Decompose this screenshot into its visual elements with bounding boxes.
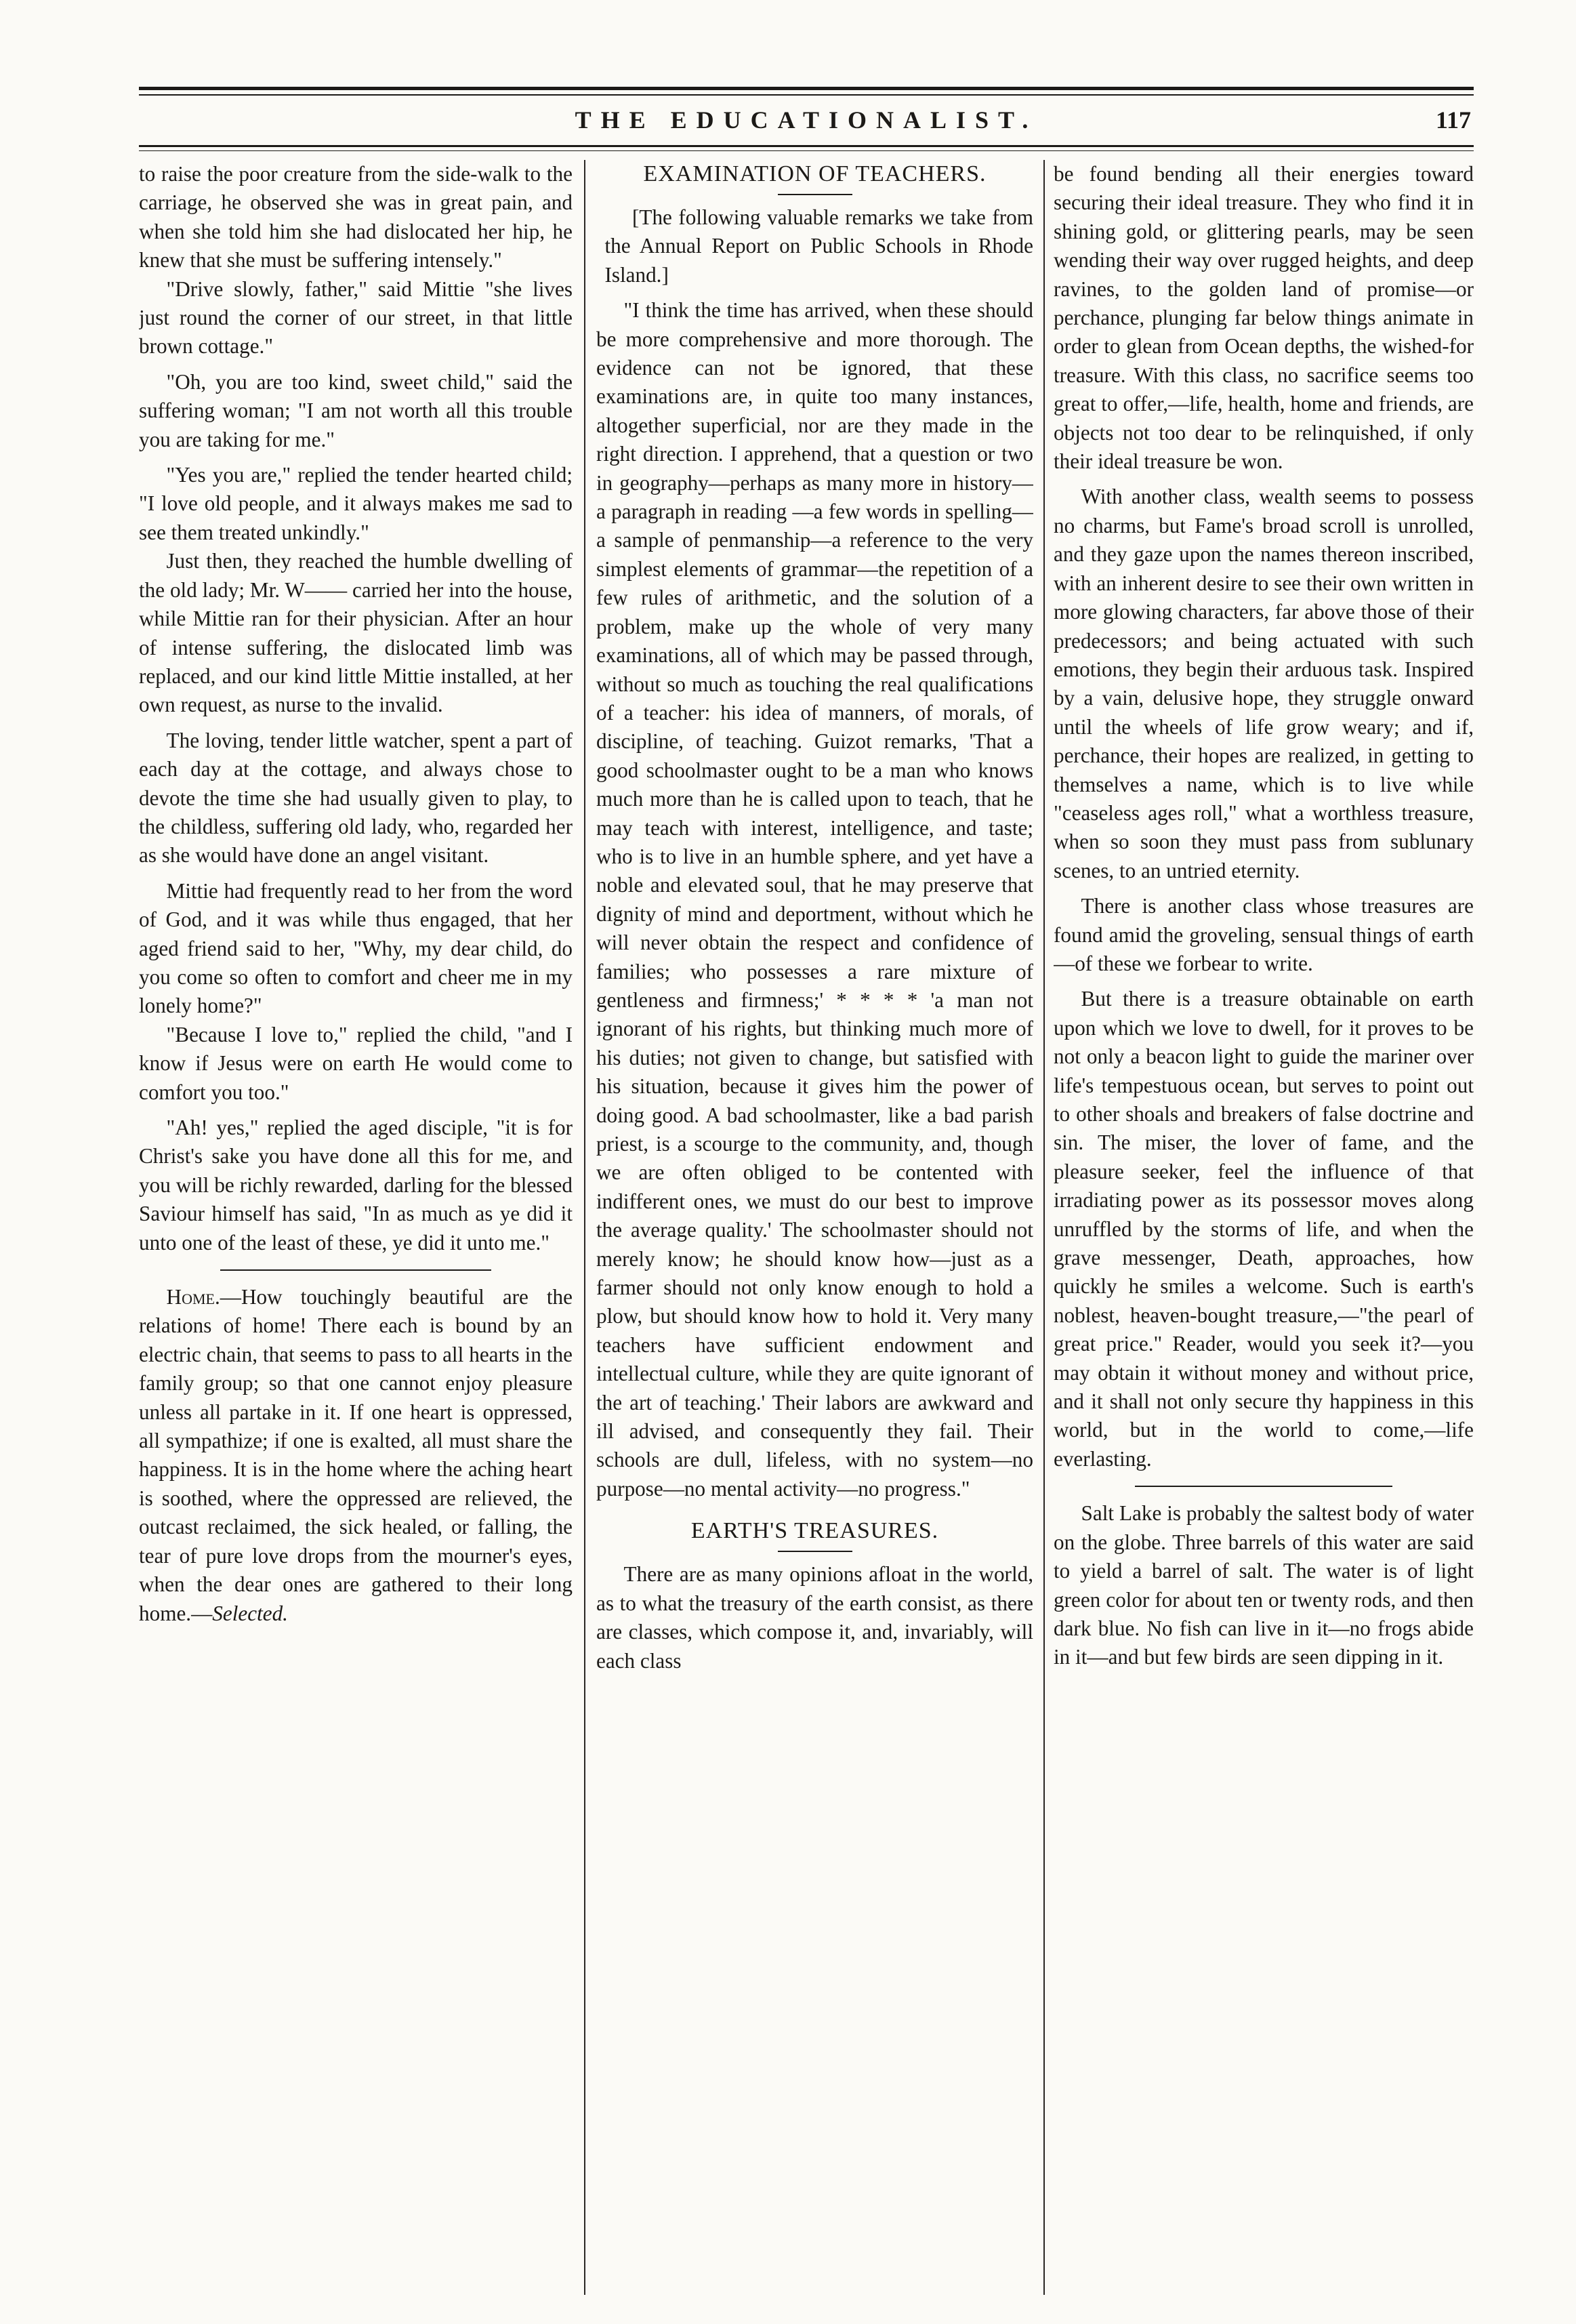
article-paragraph: But there is a treasure obtainable on earth upon which we love to dwell, for it proves to be not only a beacon light to guide the mariner over life's tempestuous ocean, but serves to point out to other shoals and breakers of false doctrine and sin. The miser, the lover of fame, and the pleasure seeker, feel the influence of that irradiating power as its possessor moves along unruffled by the storms of life, and when the grave messenger, Death, approaches, how quickly he smiles a welcome. Such is earth's noblest, heaven-bought treasure,—"the pearl of great price." Reader, would you seek it?—you may obtain it without money and without price, and it shall not only secure thy happiness in this world, but in the world to come,—life everlasting. [1054, 987, 1474, 1471]
salt-lake-paragraph: Salt Lake is probably the saltest body of water on the globe. Three barrels of this water are said to yield a barrel of salt. The water is of light green color for about ten or twenty rods, and then dark blue. No fish can live in it—no frogs abide in it—and but few birds are seen dipping in it. [1054, 1501, 1474, 1669]
home-source: Selected. [212, 1601, 288, 1625]
home-lead: Home. [166, 1285, 220, 1309]
article-continuation: be found bending all their energies toward securing their ideal treasure. They who find it in shining gold, or glittering pearls, may be seen wending their way over rugged heights, and deep ravines, to the golden land of promise—or perchance, plunging far below things animate in order to glean from Ocean depths, the wished-for treasure. With this class, no sacrifice seems too great to offer,—life, health, home and friends, are objects not too dear to be relinquished, if only their ideal treasure be won. [1054, 162, 1474, 474]
story-paragraph: "Oh, you are too kind, sweet child," said the suffering woman; "I am not worth all this trouble you are taking for me." [139, 369, 573, 451]
story-paragraph: "Drive slowly, father," said Mittie "she lives just round the corner of our street, in that little brown cottage." [139, 277, 573, 359]
heading-rule [778, 194, 852, 195]
top-rule [139, 87, 1474, 90]
home-text: —How touchingly beautiful are the relations of home! There each is bound by an electric chain, that seems to pass to all hearts in the family group; so that one cannot enjoy pleasure unless all partake in it. If one heart is oppressed, all sympathize; if one is exalted, all must share the happiness. It is in the home where the aching heart is soothed, where the oppressed are relieved, the outcast reclaimed, the sick healed, or falling, the tear of pure love drops from the mourner's eyes, when the dear ones are gathered to their long home.— [139, 1285, 573, 1625]
story-continuation: to raise the poor creature from the side-walk to the carriage, he observed she was in great pain, and when she told him she had dislocated her hip, he knew that she must be suffering intensely." [139, 162, 573, 272]
column-divider [1043, 160, 1045, 2295]
page-number: 117 [1435, 106, 1471, 134]
story-paragraph: "Ah! yes," replied the aged disciple, "it is for Christ's sake you have done all this for me, and you will be richly rewarded, darling for the blessed Saviour himself has said, "In as much as ye did it unto one of the least of these, ye did it unto me." [139, 1116, 573, 1255]
top-rule-thin [139, 94, 1474, 96]
column-three [1054, 160, 1474, 2295]
article-paragraph: With another class, wealth seems to possess no charms, but Fame's broad scroll is unrolled, and they gaze upon the names thereon inscribed, with an inherent desire to see their own written in more glowing characters, far above those of their predecessors; and being actuated with such emotions, they begin their arduous task. Inspired by a vain, delusive hope, they struggle onward until the wheels of life grow weary; and if, perchance, their hopes are realized, in getting to themselves a name, which is to live while "ceaseless ages roll," what a worthless treasure, when so soon they must pass from sublunary scenes, to an untried eternity. [1054, 485, 1474, 882]
header-rule [139, 145, 1474, 147]
story-paragraph: Mittie had frequently read to her from the word of God, and it was while thus engaged, that her aged friend said to her, "Why, my dear child, do you come so often to comfort and cheer me in my lonely home?" [139, 878, 573, 1018]
heading-rule [778, 1551, 852, 1552]
header-rule-thin [139, 150, 1474, 151]
masthead-title: THE EDUCATIONALIST. [575, 106, 1038, 134]
column-one [139, 160, 573, 2295]
article-body: "I think the time has arrived, when these should be more comprehensive and more thorough. The evidence can not be ignored, that these examinations are, in quite too many instances, altogether superficial, nor are they made in the right direction. I apprehend, that a question or two in geography—perhaps as many more in history—a paragraph in reading —a few words in spelling—a sample of penmanship—a reference to the very simplest elements of grammar—the repetition of a few rules of arithmetic, and the solution of a problem, make up the whole of very many examinations, all of which may be passed through, without so much as touching the real qualifications of a teacher: his idea of manners, of morals, of discipline, of teaching. Guizot remarks, 'That a good schoolmaster ought to be a man who knows much more than he is called upon to teach, that he may teach with interest, intelligence, and taste; who is to live in an humble sphere, and yet have a noble and elevated soul, that he may preserve that dignity of mind and deportment, without which he will never obtain the respect and confidence of families; who possesses a rare mixture of gentleness and firmness;' * * * * 'a man not ignorant of his rights, but thinking much more of his duties; not given to change, but satisfied with his situation, because it gives him the power of doing good. A bad schoolmaster, like a bad parish priest, is a scourge to the community, and, though we are often obliged to be contented with indifferent ones, we must do our best to improve the average quality.' The schoolmaster should not merely know; he should know how—just as a farmer should not only know enough to hold a plow, but should know how to hold it. Very many teachers have sufficient endowment and intellectual culture, while they are quite ignorant of the art of teaching.' Their labors are awkward and ill advised, and consequently they fail. Their schools are dull, lifeless, with no system—no purpose—no mental activity—no progress." [596, 298, 1033, 1501]
editor-note: [The following valuable remarks we take from the Annual Report on Public Schools in Rhode Island.] [604, 205, 1033, 287]
section-separator [220, 1269, 491, 1271]
column-divider [584, 160, 585, 2295]
story-paragraph: Just then, they reached the humble dwelling of the old lady; Mr. W—— carried her into the house, while Mittie ran for their physician. After an hour of intense suffering, the dislocated limb was replaced, and our kind little Mittie installed, at her own request, as nurse to the invalid. [139, 549, 573, 717]
page-header [139, 102, 1474, 142]
article-paragraph: There is another class whose treasures are found amid the groveling, sensual things of earth—of these we forbear to write. [1054, 894, 1474, 975]
section-separator [1135, 1486, 1392, 1487]
article-heading: EXAMINATION OF TEACHERS. [643, 161, 987, 186]
article-body: There are as many opinions afloat in the world, as to what the treasury of the earth consist, as there are classes, which compose it, and, invariably, will each class [596, 1562, 1033, 1673]
column-two [596, 160, 1033, 2295]
story-paragraph: The loving, tender little watcher, spent a part of each day at the cottage, and always chose to devote the time she had usually given to play, to the childless, suffering old lady, who, regarded her as she would have done an angel visitant. [139, 728, 573, 868]
story-paragraph: "Yes you are," replied the tender hearted child; "I love old people, and it always makes me sad to see them treated unkindly." [139, 463, 573, 544]
story-paragraph: "Because I love to," replied the child, "and I know if Jesus were on earth He would come to comfort you too." [139, 1022, 573, 1104]
article-heading: EARTH'S TREASURES. [690, 1518, 939, 1544]
home-paragraph [139, 1283, 573, 1628]
